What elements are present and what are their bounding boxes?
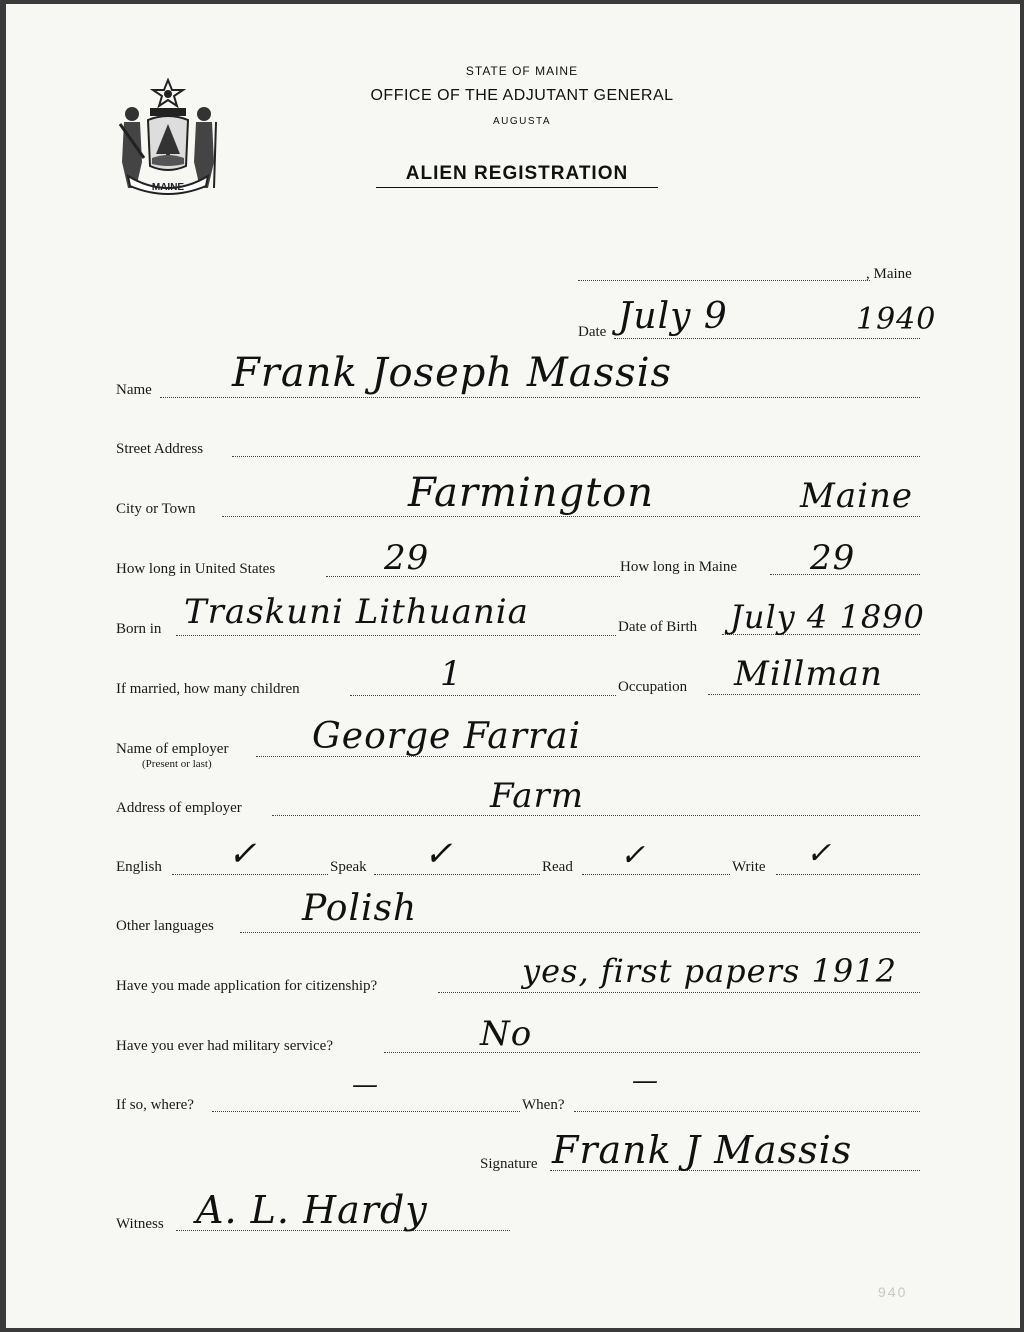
write-line bbox=[776, 874, 920, 875]
dob-label: Date of Birth bbox=[618, 619, 698, 635]
other-languages-label: Other languages bbox=[116, 918, 214, 934]
children-value: 1 bbox=[440, 654, 463, 694]
where-line bbox=[212, 1111, 520, 1112]
how-long-us-line bbox=[326, 576, 620, 577]
speak-line bbox=[374, 874, 540, 875]
read-line bbox=[582, 874, 730, 875]
speak-check: ✓ bbox=[424, 834, 454, 874]
born-line bbox=[176, 635, 616, 636]
date-year: 1940 bbox=[856, 302, 937, 337]
city-line bbox=[222, 516, 920, 517]
children-label: If married, how many children bbox=[116, 681, 300, 697]
dob-value: July 4 1890 bbox=[730, 598, 925, 636]
english-line bbox=[172, 874, 328, 875]
where-label: If so, where? bbox=[116, 1097, 194, 1113]
street-line bbox=[232, 456, 920, 457]
place-line bbox=[578, 280, 870, 281]
faint-stamp: 940 bbox=[878, 1284, 908, 1300]
employer-label: Name of employer bbox=[116, 741, 229, 757]
signature-value: Frank J Massis bbox=[552, 1128, 853, 1172]
read-label: Read bbox=[542, 859, 573, 875]
occupation-label: Occupation bbox=[618, 679, 688, 695]
date-label: Date bbox=[578, 324, 607, 340]
how-long-maine-label: How long in Maine bbox=[620, 559, 738, 575]
employer-value: George Farrai bbox=[312, 716, 582, 757]
header-city: AUGUSTA bbox=[492, 116, 552, 127]
when-value: — bbox=[632, 1066, 659, 1096]
citizenship-line bbox=[438, 992, 920, 993]
occupation-value: Millman bbox=[734, 654, 883, 694]
witness-label: Witness bbox=[116, 1216, 164, 1232]
citizenship-label: Have you made application for citizenship? bbox=[116, 978, 378, 994]
children-line bbox=[350, 695, 616, 696]
employer-address-value: Farm bbox=[490, 776, 585, 816]
city-state-value: Maine bbox=[800, 476, 913, 516]
how-long-us-label: How long in United States bbox=[116, 561, 276, 577]
born-label: Born in bbox=[116, 621, 162, 637]
military-value: No bbox=[480, 1014, 533, 1054]
header-state: STATE OF MAINE bbox=[465, 64, 579, 78]
read-check: ✓ bbox=[620, 838, 647, 873]
svg-text:MAINE: MAINE bbox=[151, 182, 185, 193]
name-label: Name bbox=[116, 382, 152, 398]
employer-sublabel: (Present or last) bbox=[142, 758, 212, 770]
english-label: English bbox=[116, 859, 162, 875]
header-office: OFFICE OF THE ADJUTANT GENERAL bbox=[370, 87, 674, 104]
citizenship-value: yes, first papers 1912 bbox=[522, 952, 897, 990]
employer-address-label: Address of employer bbox=[116, 800, 242, 816]
occupation-line bbox=[708, 694, 920, 695]
date-value: July 9 bbox=[618, 296, 728, 337]
military-line bbox=[384, 1052, 920, 1053]
how-long-us-value: 29 bbox=[384, 538, 430, 578]
city-label: City or Town bbox=[116, 501, 196, 517]
name-line bbox=[160, 397, 920, 398]
english-check: ✓ bbox=[228, 834, 258, 874]
form-title: ALIEN REGISTRATION bbox=[376, 163, 658, 188]
when-line bbox=[574, 1111, 920, 1112]
name-value: Frank Joseph Massis bbox=[232, 350, 673, 396]
write-label: Write bbox=[732, 859, 766, 875]
witness-value: A. L. Hardy bbox=[196, 1188, 428, 1232]
when-label: When? bbox=[522, 1097, 565, 1113]
other-languages-line bbox=[240, 932, 920, 933]
city-value: Farmington bbox=[408, 470, 655, 516]
street-label: Street Address bbox=[116, 441, 204, 457]
how-long-maine-value: 29 bbox=[810, 538, 856, 578]
military-label: Have you ever had military service? bbox=[116, 1038, 333, 1054]
place-suffix: , Maine bbox=[866, 266, 912, 282]
write-check: ✓ bbox=[806, 836, 833, 871]
other-languages-value: Polish bbox=[302, 888, 418, 929]
employer-address-line bbox=[272, 815, 920, 816]
speak-label: Speak bbox=[330, 859, 367, 875]
date-line bbox=[614, 338, 920, 339]
where-value: — bbox=[352, 1070, 379, 1100]
born-value: Traskuni Lithuania bbox=[184, 592, 529, 632]
signature-label: Signature bbox=[480, 1156, 538, 1172]
